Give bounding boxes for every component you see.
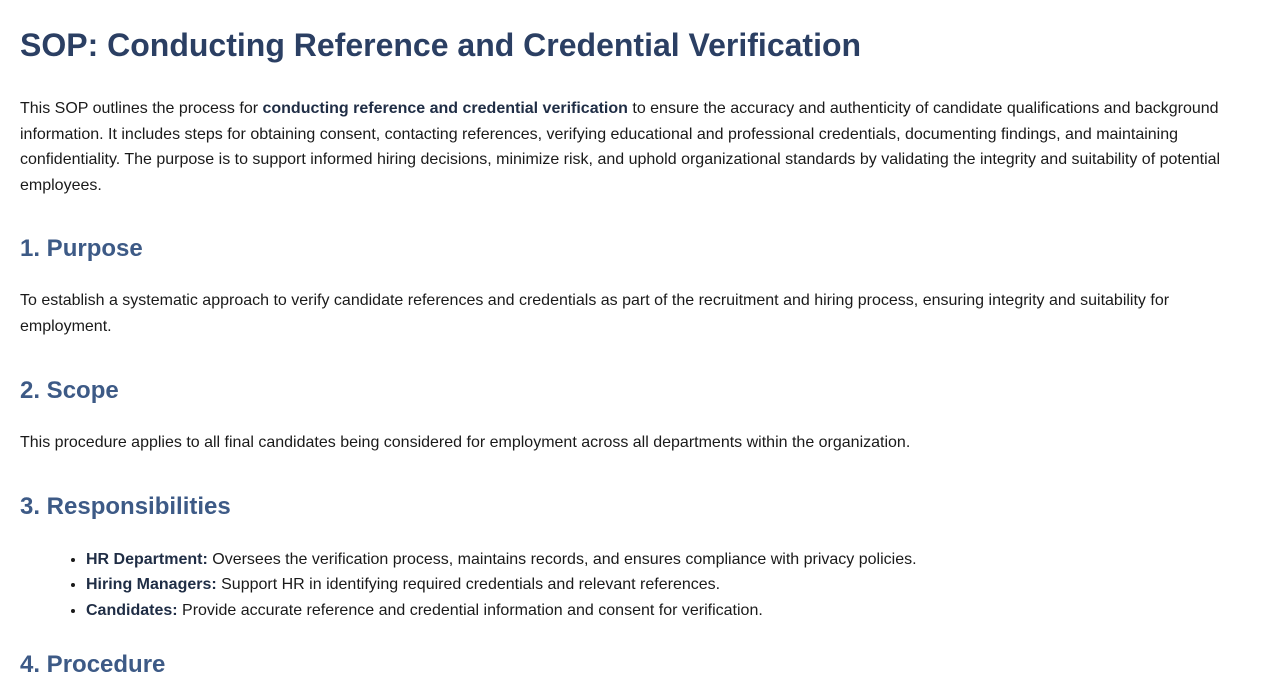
section-text-scope: This procedure applies to all final candidates being considered for employment across all departments within the organization. (20, 434, 911, 451)
list-item (86, 572, 1243, 598)
responsibilities-list (20, 547, 1243, 624)
page-title: SOP: Conducting Reference and Credential Verification (20, 27, 862, 63)
section-heading-scope: 2. Scope (20, 377, 119, 404)
intro-text-bold: conducting reference and credential verification (262, 100, 628, 117)
section-heading-purpose: 1. Purpose (20, 235, 143, 262)
intro-text-after: to ensure the accuracy and authenticity of candidate qualifications and background information. It includes steps for obtaining consent, contacting references, verifying educational and professional credentials, documenting findings, and maintaining confidentiality. The purpose is to support informed hiring decisions, minimize risk, and uphold organizational standards by validating the integrity and suitability of potential employees. (20, 100, 1221, 194)
list-item (86, 547, 1243, 573)
intro-paragraph (20, 96, 1230, 198)
role-label: HR Department: (86, 550, 208, 568)
role-label: Candidates: (86, 601, 178, 619)
intro-text-before: This SOP outlines the process for (20, 100, 263, 117)
role-description: Oversees the verification process, maintains records, and ensures compliance with privacy policies. (207, 550, 917, 568)
role-description: Provide accurate reference and credential information and consent for verification. (177, 601, 763, 619)
section-text-purpose: To establish a systematic approach to verify candidate references and credentials as part of the recruitment and hiring process, ensuring integrity and suitability for employment. (20, 292, 1170, 335)
section-heading-procedure: 4. Procedure (20, 651, 166, 678)
list-item (86, 598, 1243, 624)
section-heading-responsibilities: 3. Responsibilities (20, 492, 231, 520)
role-label: Hiring Managers: (86, 576, 217, 593)
role-description: Support HR in identifying required credentials and relevant references. (216, 576, 721, 593)
